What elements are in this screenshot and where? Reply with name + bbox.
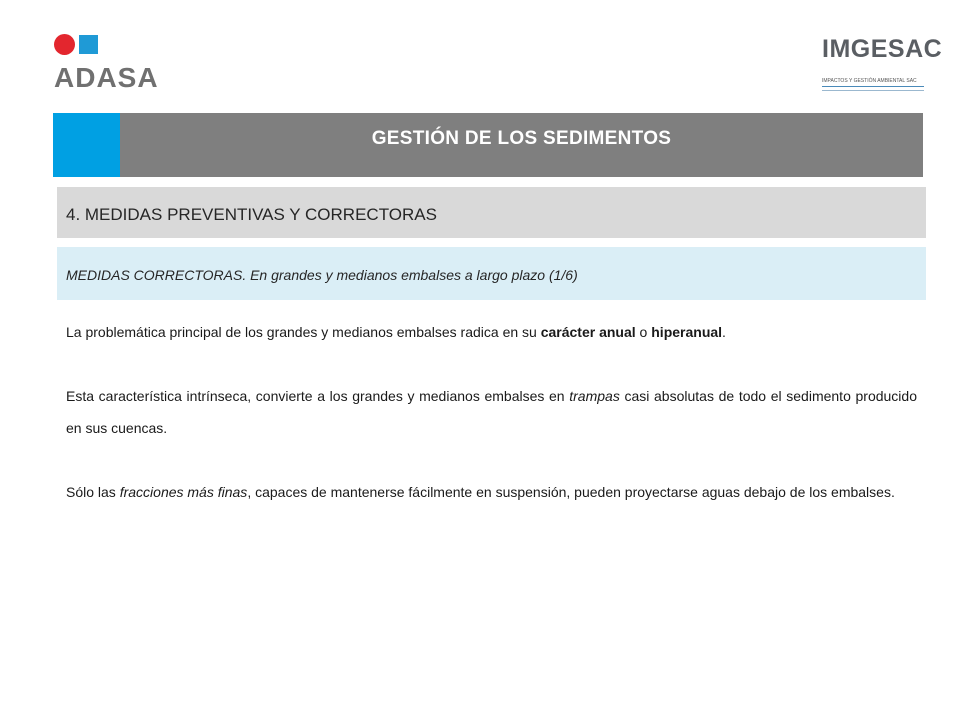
text-run: , capaces de mantenerse fácilmente en suspensión, pueden proyectarse aguas debajo de los embalses. [247,484,895,500]
imgesac-logo [820,34,943,96]
text-run: Sólo las [66,484,120,500]
logo-red-circle [54,34,75,55]
italic-term: trampas [569,388,620,404]
imgesac-tagline: IMPACTOS Y GESTIÓN AMBIENTAL SAC [822,78,917,84]
text-run: . [722,324,726,340]
adasa-logo [54,34,184,96]
italic-term: fracciones más finas [119,484,248,500]
bold-term: carácter anual [540,324,636,340]
text-run: casi absolutas de todo el sedimento producido en sus cuencas. [66,388,917,436]
text-run: o [635,324,652,340]
bold-term: hiperanual [651,324,723,340]
paragraph-3 [66,476,917,508]
imgesac-logo-text: IMGESAC [822,35,943,63]
paragraph-1 [66,316,917,348]
imgesac-rule [822,90,924,91]
paragraph-2 [66,380,917,444]
text-run: La problemática principal de los grandes y medianos embalses radica en su [66,324,541,340]
section-title: 4. MEDIDAS PREVENTIVAS Y CORRECTORAS [66,205,437,224]
body-text [66,316,917,540]
title-bar [53,113,923,177]
slide-title: GESTIÓN DE LOS SEDIMENTOS [371,128,672,149]
subsection-bar [57,247,926,300]
text-run: Esta característica intrínseca, convierte a los grandes y medianos embalses en [66,388,570,404]
section-bar [57,187,926,238]
imgesac-rule [822,86,924,87]
logo-blue-square [79,35,98,54]
title-accent-block [53,113,120,177]
subsection-title: MEDIDAS CORRECTORAS. En grandes y medianos embalses a largo plazo (1/6) [66,267,578,283]
adasa-logo-text: ADASA [54,62,159,93]
